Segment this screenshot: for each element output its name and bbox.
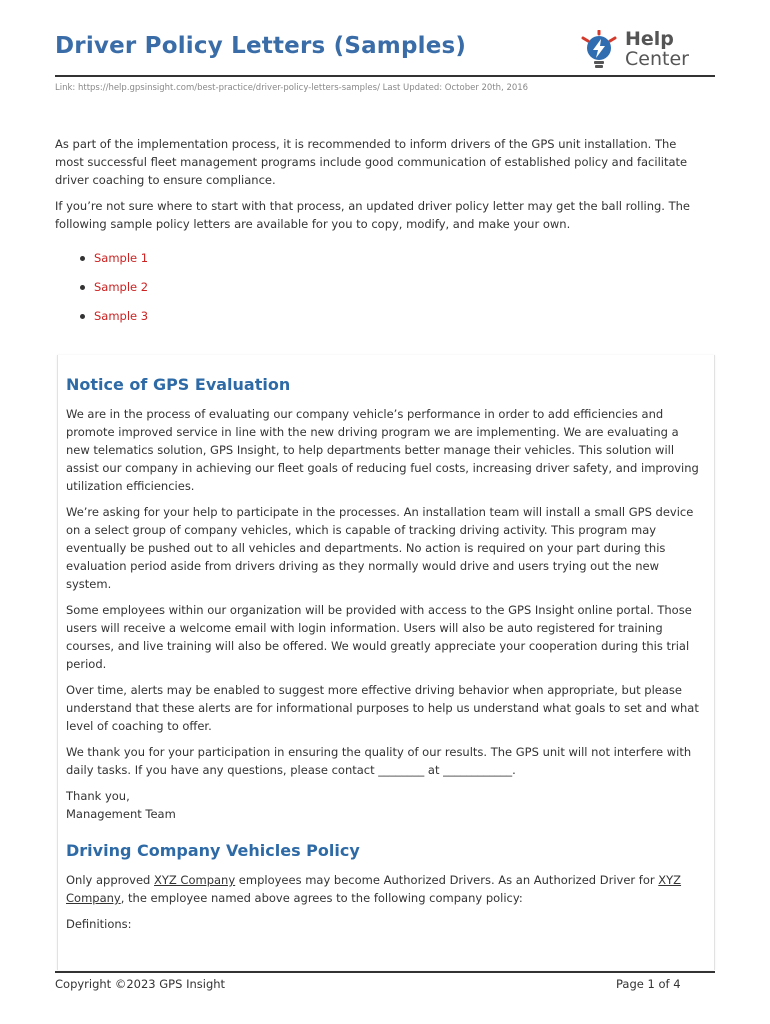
policy-text-a: Only approved	[66, 873, 154, 887]
logo-center-text: Center	[625, 48, 689, 70]
page-title: Driver Policy Letters (Samples)	[55, 33, 467, 59]
letter-paragraph-2: We’re asking for your help to participate in the processes. An installation team will install a small GPS device on a select group of company vehicles, which is capable of tracking driving activity. This program may eventually be pushed out to all vehicles and departments. No action is required on your part during this evaluation period aside from drivers driving as they normally would drive and users trying out the new system.	[66, 505, 694, 591]
letter-paragraph-3: Some employees within our organization will be provided with access to the GPS Insight online portal. Those users will receive a welcome email with login information. Users will also be auto registered for training courses, and live training will also be offered. We would greatly appreciate your cooperation during this trial period.	[66, 603, 692, 671]
notice-heading: Notice of GPS Evaluation	[66, 375, 291, 394]
letter-paragraph-4: Over time, alerts may be enabled to suggest more effective driving behavior when appropriate, but please understand that these alerts are for informational purposes to help us understand what goals to set and what level of coaching to offer.	[66, 683, 699, 733]
policy-text-b: employees may become Authorized Drivers. As an Authorized Driver for	[235, 873, 659, 887]
letter-paragraph-5: We thank you for your participation in ensuring the quality of our results. The GPS unit will not interfere with daily tasks. If you have any questions, please contact ________ at ____________.	[66, 745, 692, 777]
bullet-icon	[80, 285, 85, 290]
policy-heading: Driving Company Vehicles Policy	[66, 841, 360, 860]
help-center-logo[interactable]	[580, 28, 695, 72]
bullet-icon	[80, 314, 85, 319]
list-item	[55, 248, 148, 277]
intro-paragraph-1: As part of the implementation process, it is recommended to inform drivers of the GPS unit installation. The most successful fleet management programs include good communication of established policy and facilitate driver coaching to ensure compliance.	[55, 137, 688, 187]
signoff-team: Management Team	[66, 807, 176, 821]
sample-letter-content	[66, 375, 706, 941]
sample-2-link[interactable]: Sample 2	[94, 280, 149, 294]
intro-paragraph-2: If you’re not sure where to start with that process, an updated driver policy letter may get the ball rolling. The following sample policy letters are available for you to copy, modify, and make your own.	[55, 199, 691, 231]
letter-paragraph-1: We are in the process of evaluating our company vehicle’s performance in order to add efficiencies and promote improved service in line with the new driving program we are implementing. We are evaluating a new telematics solution, GPS Insight, to help departments better manage their vehicles. This solution will assist our company in achieving our fleet goals of reducing fuel costs, increasing driver safety, and improving utilization efficiencies.	[66, 407, 699, 493]
header-divider	[55, 75, 715, 77]
source-link-line[interactable]: Link: https://help.gpsinsight.com/best-practice/driver-policy-letters-samples/ Last Updated: October 20th, 2016	[55, 83, 529, 93]
intro-section	[55, 135, 705, 241]
logo-help-text: Help	[625, 28, 674, 50]
list-item	[55, 306, 148, 335]
company-placeholder-1: XYZ Company	[154, 873, 236, 887]
footer-divider	[55, 971, 715, 973]
letter-signoff	[66, 787, 706, 823]
company-placeholder-2: XYZ Company	[66, 873, 682, 905]
page-number: Page 1 of 4	[616, 977, 681, 991]
list-item	[55, 277, 148, 306]
sample-links-list	[55, 248, 148, 335]
definitions-label: Definitions:	[66, 917, 132, 931]
bullet-icon	[80, 256, 85, 261]
copyright-text: Copyright ©2023 GPS Insight	[55, 977, 226, 991]
lightning-bulb-icon	[580, 30, 618, 70]
signoff-thanks: Thank you,	[66, 789, 130, 803]
policy-paragraph	[66, 871, 706, 907]
sample-1-link[interactable]: Sample 1	[94, 251, 149, 265]
sample-3-link[interactable]: Sample 3	[94, 309, 149, 323]
policy-text-c: , the employee named above agrees to the following company policy:	[120, 891, 523, 905]
